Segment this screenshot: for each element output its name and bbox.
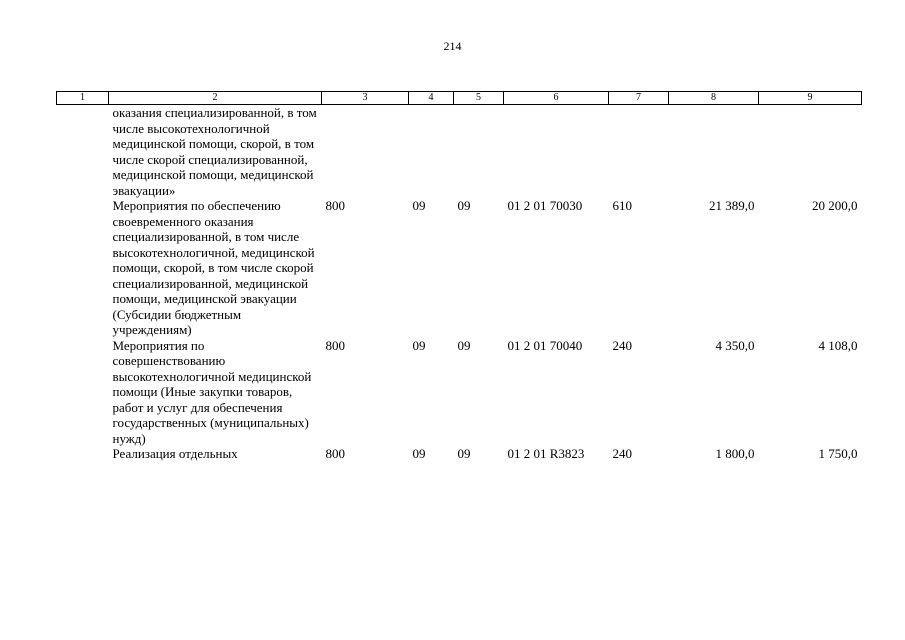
cell-grbs	[322, 105, 409, 199]
header-col-1: 1	[57, 92, 109, 105]
cell-col1	[57, 198, 109, 338]
table-row	[57, 105, 862, 199]
cell-name: оказания специализированной, в том числе высокотехнологичной медицинской помощи, скорой, в том числе скорой специализированной, медицинской помощи, медицинской эвакуации»	[112, 105, 317, 198]
cell-name: Реализация отдельных	[112, 446, 238, 461]
table-body	[57, 105, 862, 462]
cell-csr: 01 2 01 70040	[507, 337, 583, 353]
cell-vr: 610	[612, 198, 632, 213]
table-row	[57, 198, 862, 338]
cell-grbs: 800	[325, 198, 345, 213]
cell-name: Мероприятия по совершенствованию высокотехнологичной медицинской помощи (Иные закупки товаров, работ и услуг для обеспечения государственных (муниципальных) нужд)	[112, 337, 312, 446]
header-col-3: 3	[322, 92, 409, 105]
cell-rz	[409, 105, 454, 199]
cell-vr	[609, 105, 669, 199]
cell-sum1: 21 389,0	[709, 198, 755, 213]
header-col-2: 2	[109, 92, 322, 105]
table-row	[57, 338, 862, 447]
cell-sum2: 1 750,0	[818, 446, 858, 461]
page-number: 214	[443, 39, 462, 53]
cell-csr: 01 2 01 70030	[507, 198, 583, 213]
cell-rz: 09	[412, 337, 426, 353]
cell-pr: 09	[457, 198, 471, 213]
cell-pr	[454, 105, 504, 199]
header-col-9: 9	[759, 92, 862, 105]
header-col-5: 5	[454, 92, 504, 105]
cell-vr: 240	[612, 337, 632, 353]
cell-vr: 240	[612, 446, 632, 461]
budget-table	[56, 91, 862, 462]
cell-rz: 09	[412, 198, 426, 213]
cell-sum2	[759, 105, 862, 199]
cell-sum2: 4 108,0	[818, 337, 858, 353]
cell-csr	[504, 105, 609, 199]
header-col-8: 8	[669, 92, 759, 105]
cell-col1	[57, 446, 109, 462]
cell-sum2: 20 200,0	[812, 198, 858, 213]
cell-col1	[57, 338, 109, 447]
header-col-4: 4	[409, 92, 454, 105]
cell-csr: 01 2 01 R3823	[507, 446, 585, 461]
table-row	[57, 446, 862, 462]
cell-name: Мероприятия по обеспечению своевременного оказания специализированной, в том числе высокотехнологичной, медицинской помощи, скорой, в том числе скорой специализированной, медицинской помощи, медицинской эвакуации (Субсидии бюджетным учреждениям)	[112, 198, 315, 337]
cell-grbs: 800	[325, 446, 345, 461]
cell-sum1: 1 800,0	[715, 446, 755, 461]
cell-sum1	[669, 105, 759, 199]
header-col-7: 7	[609, 92, 669, 105]
cell-pr: 09	[457, 337, 471, 353]
cell-col1	[57, 105, 109, 199]
cell-rz: 09	[412, 446, 426, 461]
cell-grbs: 800	[325, 337, 345, 353]
table-header	[57, 92, 862, 105]
header-row	[57, 92, 862, 105]
cell-sum1: 4 350,0	[715, 337, 755, 353]
header-col-6: 6	[504, 92, 609, 105]
cell-pr: 09	[457, 446, 471, 461]
